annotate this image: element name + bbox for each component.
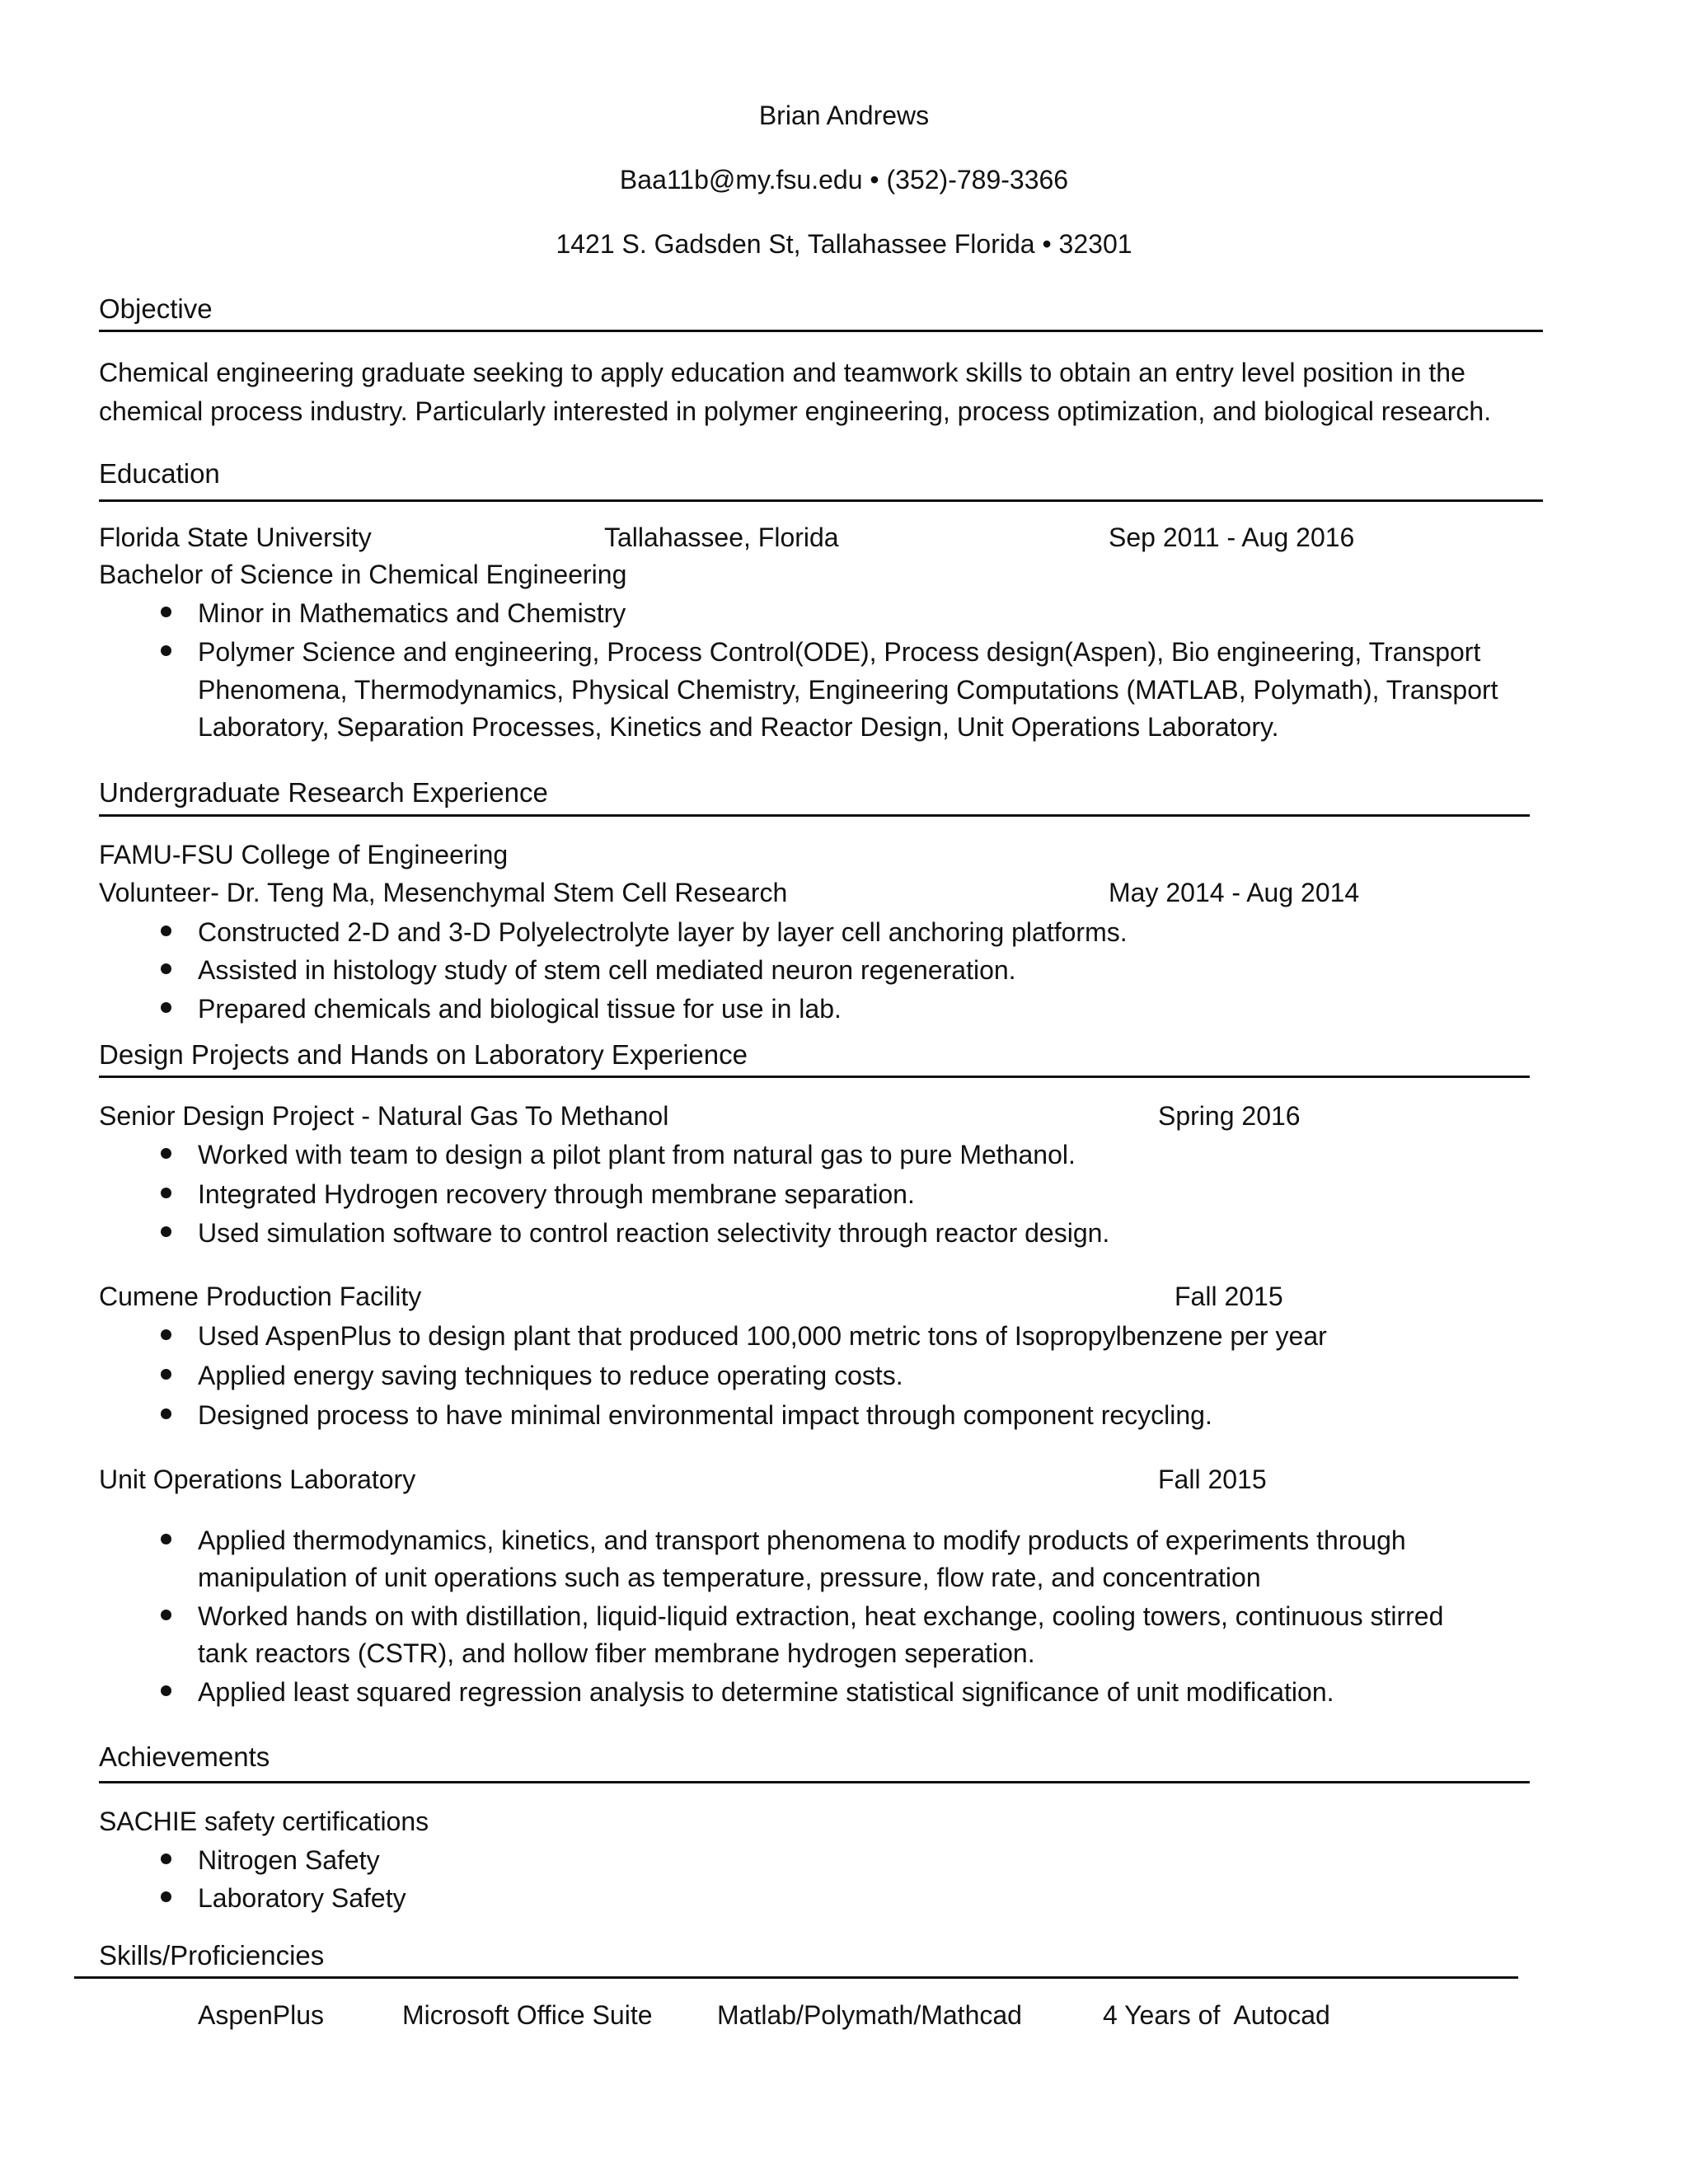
research-dates: May 2014 - Aug 2014 (1109, 878, 1360, 907)
bullet (161, 1854, 171, 1864)
skill-item: 4 Years of Autocad (1103, 2000, 1330, 2030)
bullet (161, 1534, 171, 1544)
education-bullet: Minor in Mathematics and Chemistry (198, 598, 626, 628)
project-bullet-cont: manipulation of unit operations such as temperature, pressure, flow rate, and concentration (198, 1563, 1261, 1592)
achievements-heading: Achievements (99, 1741, 270, 1772)
skill-item: Microsoft Office Suite (402, 2000, 653, 2030)
project-bullet-cont: tank reactors (CSTR), and hollow fiber membrane hydrogen seperation. (198, 1638, 1035, 1668)
project-bullet: Applied thermodynamics, kinetics, and transport phenomena to modify products of experiments through (198, 1526, 1406, 1555)
project-bullet: Designed process to have minimal environmental impact through component recycling. (198, 1400, 1212, 1430)
bullet (161, 963, 171, 974)
achievement-bullet: Nitrogen Safety (198, 1845, 380, 1875)
project-title: Unit Operations Laboratory (99, 1465, 416, 1494)
project-bullet: Used simulation software to control reaction selectivity through reactor design. (198, 1218, 1110, 1248)
bullet (161, 1148, 171, 1159)
education-heading: Education (99, 458, 220, 489)
design-rule (99, 1076, 1530, 1078)
education-bullet: Polymer Science and engineering, Process Control(ODE), Process design(Aspen), Bio engineering, Transport (198, 637, 1481, 667)
bullet (161, 607, 171, 617)
bullet (161, 1226, 171, 1237)
project-title: Senior Design Project - Natural Gas To Methanol (99, 1101, 669, 1131)
education-dates: Sep 2011 - Aug 2016 (1109, 523, 1355, 552)
achievements-rule (99, 1781, 1530, 1783)
research-bullet: Prepared chemicals and biological tissue for use in lab. (198, 994, 842, 1024)
research-heading: Undergraduate Research Experience (99, 777, 548, 808)
bullet (161, 1685, 171, 1696)
objective-heading: Objective (99, 293, 213, 324)
project-dates: Fall 2015 (1175, 1282, 1283, 1311)
contact-line: Baa11b@my.fsu.edu • (352)-789-3366 (619, 165, 1069, 194)
achievements-title: SACHIE safety certifications (99, 1807, 429, 1836)
education-degree: Bachelor of Science in Chemical Engineering (99, 560, 627, 589)
project-bullet: Used AspenPlus to design plant that produced 100,000 metric tons of Isopropylbenzene per year (198, 1321, 1327, 1351)
bullet (161, 1369, 171, 1380)
education-bullet-cont: Phenomena, Thermodynamics, Physical Chemistry, Engineering Computations (MATLAB, Polymath), Transport (198, 675, 1498, 705)
project-dates: Fall 2015 (1158, 1465, 1267, 1494)
research-rule (99, 814, 1530, 817)
design-heading: Design Projects and Hands on Laboratory Experience (99, 1039, 748, 1070)
project-bullet: Worked hands on with distillation, liquid-liquid extraction, heat exchange, cooling towers, continuous stirred (198, 1601, 1444, 1631)
project-title: Cumene Production Facility (99, 1282, 422, 1311)
skill-item: AspenPlus (198, 2000, 324, 2030)
bullet (161, 1891, 171, 1902)
education-location: Tallahassee, Florida (604, 523, 839, 552)
bullet (161, 645, 171, 656)
bullet (161, 1408, 171, 1419)
research-org: FAMU-FSU College of Engineering (99, 840, 509, 869)
project-bullet: Applied energy saving techniques to reduce operating costs. (198, 1361, 903, 1390)
education-bullet-cont: Laboratory, Separation Processes, Kinetics and Reactor Design, Unit Operations Laboratory. (198, 712, 1279, 742)
skill-item: Matlab/Polymath/Mathcad (717, 2000, 1022, 2030)
project-bullet: Integrated Hydrogen recovery through membrane separation. (198, 1179, 915, 1209)
achievement-bullet: Laboratory Safety (198, 1883, 406, 1913)
candidate-name: Brian Andrews (758, 101, 930, 130)
bullet (161, 1188, 171, 1198)
research-bullet: Constructed 2-D and 3-D Polyelectrolyte layer by layer cell anchoring platforms. (198, 917, 1128, 947)
bullet (161, 1329, 171, 1340)
bullet (161, 926, 171, 936)
research-role: Volunteer- Dr. Teng Ma, Mesenchymal Stem Cell Research (99, 878, 788, 907)
research-bullet: Assisted in histology study of stem cell mediated neuron regeneration. (198, 955, 1016, 985)
skills-rule (74, 1976, 1518, 1979)
objective-line-1: Chemical engineering graduate seeking to apply education and teamwork skills to obtain an entry level position in the (99, 358, 1465, 387)
project-dates: Spring 2016 (1158, 1101, 1301, 1131)
education-school: Florida State University (99, 523, 372, 552)
objective-rule (99, 330, 1543, 332)
skills-heading: Skills/Proficiencies (99, 1940, 325, 1971)
bullet (161, 1610, 171, 1620)
objective-line-2: chemical process industry. Particularly interested in polymer engineering, process optimization, and biological research. (99, 396, 1492, 426)
bullet (161, 1002, 171, 1013)
education-rule (99, 499, 1543, 502)
project-bullet: Worked with team to design a pilot plant from natural gas to pure Methanol. (198, 1140, 1076, 1169)
project-bullet: Applied least squared regression analysis to determine statistical significance of unit modification. (198, 1677, 1334, 1707)
address-line: 1421 S. Gadsden St, Tallahassee Florida • 32301 (556, 229, 1132, 259)
